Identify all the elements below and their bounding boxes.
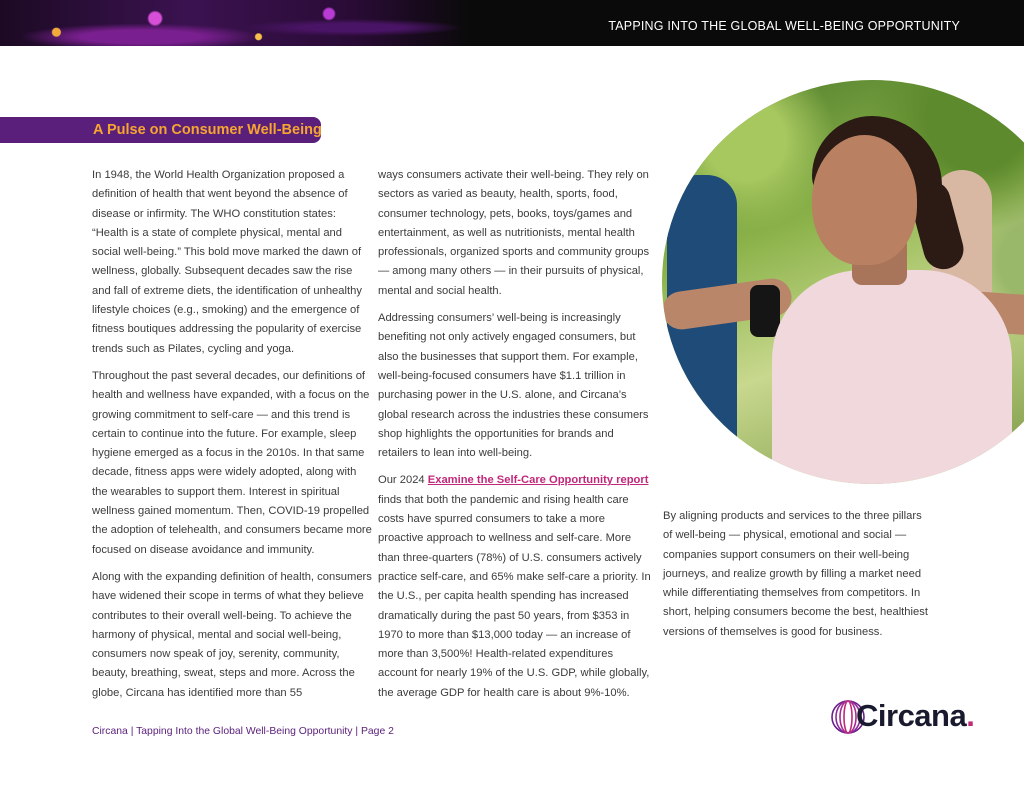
section-heading-tab bbox=[0, 117, 321, 143]
paragraph: ways consumers activate their well-being. They rely on sectors as varied as beauty, health, sports, food, consumer technology, pets, books, toys/games and entertainment, as well as nutritionists, mental health professionals, organized sports and community groups — among many others — in their pursuits of physical, mental and social health. bbox=[378, 169, 650, 297]
logo-dot: . bbox=[966, 698, 975, 733]
text-column-1 bbox=[92, 166, 372, 711]
text-column-3 bbox=[663, 507, 928, 650]
paragraph: By aligning products and services to the three pillars of well-being — physical, emotional and social — companies support consumers on their well-being journeys, and realize growth by filling a market need while differentiating themselves from competitors. In short, helping consumers become the best, healthiest versions of themselves is good for business. bbox=[663, 510, 928, 638]
section-title: A Pulse on Consumer Well-Being bbox=[93, 122, 322, 138]
paragraph: Throughout the past several decades, our definitions of health and wellness have expanded, with a focus on the growing commitment to self-care — and this trend is certain to continue into the future. For example, sleep hygiene emerged as a focus in the 2010s. In that same decade, fitness apps were widely adopted, along with the wearables to support them. Interest in spiritual wellness gained momentum. Then, COVID-19 propelled the adoption of telehealth, and consumers became more focused on disease avoidance and immunity. bbox=[92, 369, 372, 556]
paragraph bbox=[378, 471, 653, 703]
photo-armband bbox=[750, 285, 780, 337]
photo-shirt bbox=[772, 270, 1012, 484]
paragraph: Addressing consumers’ well-being is increasingly benefiting not only actively engaged consumers, but also the businesses that support them. For example, well-being-focused consumers have $1.1 trillion in purchasing power in the U.S. alone, and Circana’s global research across the industries these consumers shop highlights the opportunities for brands and retailers to lean into well-being. bbox=[378, 312, 649, 460]
photo-face bbox=[812, 135, 917, 265]
circana-logo bbox=[830, 697, 980, 739]
text-column-2 bbox=[378, 166, 653, 711]
paragraph-prefix: Our 2024 bbox=[378, 474, 428, 487]
woman-stretching-photo bbox=[662, 80, 1024, 484]
header-bar bbox=[0, 0, 1024, 46]
circana-logo-text bbox=[856, 698, 974, 734]
header-title: TAPPING INTO THE GLOBAL WELL-BEING OPPORTUNITY bbox=[608, 19, 960, 33]
paragraph-suffix: finds that both the pandemic and rising health care costs have spurred consumers to take a more proactive approach to wellness and self-care. More than three-quarters (78%) of U.S. consumers actively practice self-care, and 65% make self-care a priority. In the U.S., per capita health spending has increased dramatically during the past 50 years, from $353 in 1970 to more than $13,000 today — an increase of more than 3,500%! Health-related expenditures account for nearly 19% of the U.S. GDP, while globally, the average GDP for health care is about 9%-10%. bbox=[378, 493, 651, 699]
paragraph: In 1948, the World Health Organization proposed a definition of health that went beyond the absence of disease or infirmity. The WHO constitution states: “Health is a state of complete physical, mental and social well-being.” This bold move marked the dawn of wellness, globally. Subsequent decades saw the rise and fall of extreme diets, the identification of unhealthy lifestyle choices (e.g., smoking) and the emergence of fitness boutiques addressing the popularity of exercise trends such as Pilates, cycling and yoga. bbox=[92, 169, 362, 355]
page-footer: Circana | Tapping Into the Global Well-Being Opportunity | Page 2 bbox=[92, 726, 394, 737]
header-banner-image bbox=[0, 0, 470, 46]
logo-wordmark: Circana bbox=[856, 698, 967, 733]
self-care-report-link[interactable]: Examine the Self-Care Opportunity report bbox=[427, 474, 649, 487]
paragraph: Along with the expanding definition of health, consumers have widened their scope in terms of what they believe contributes to their overall well-being. To achieve the harmony of physical, mental and social well-being, consumers now speak of joy, serenity, community, beauty, breathing, sweat, steps and more. Across the globe, Circana has identified more than 55 bbox=[92, 570, 372, 699]
